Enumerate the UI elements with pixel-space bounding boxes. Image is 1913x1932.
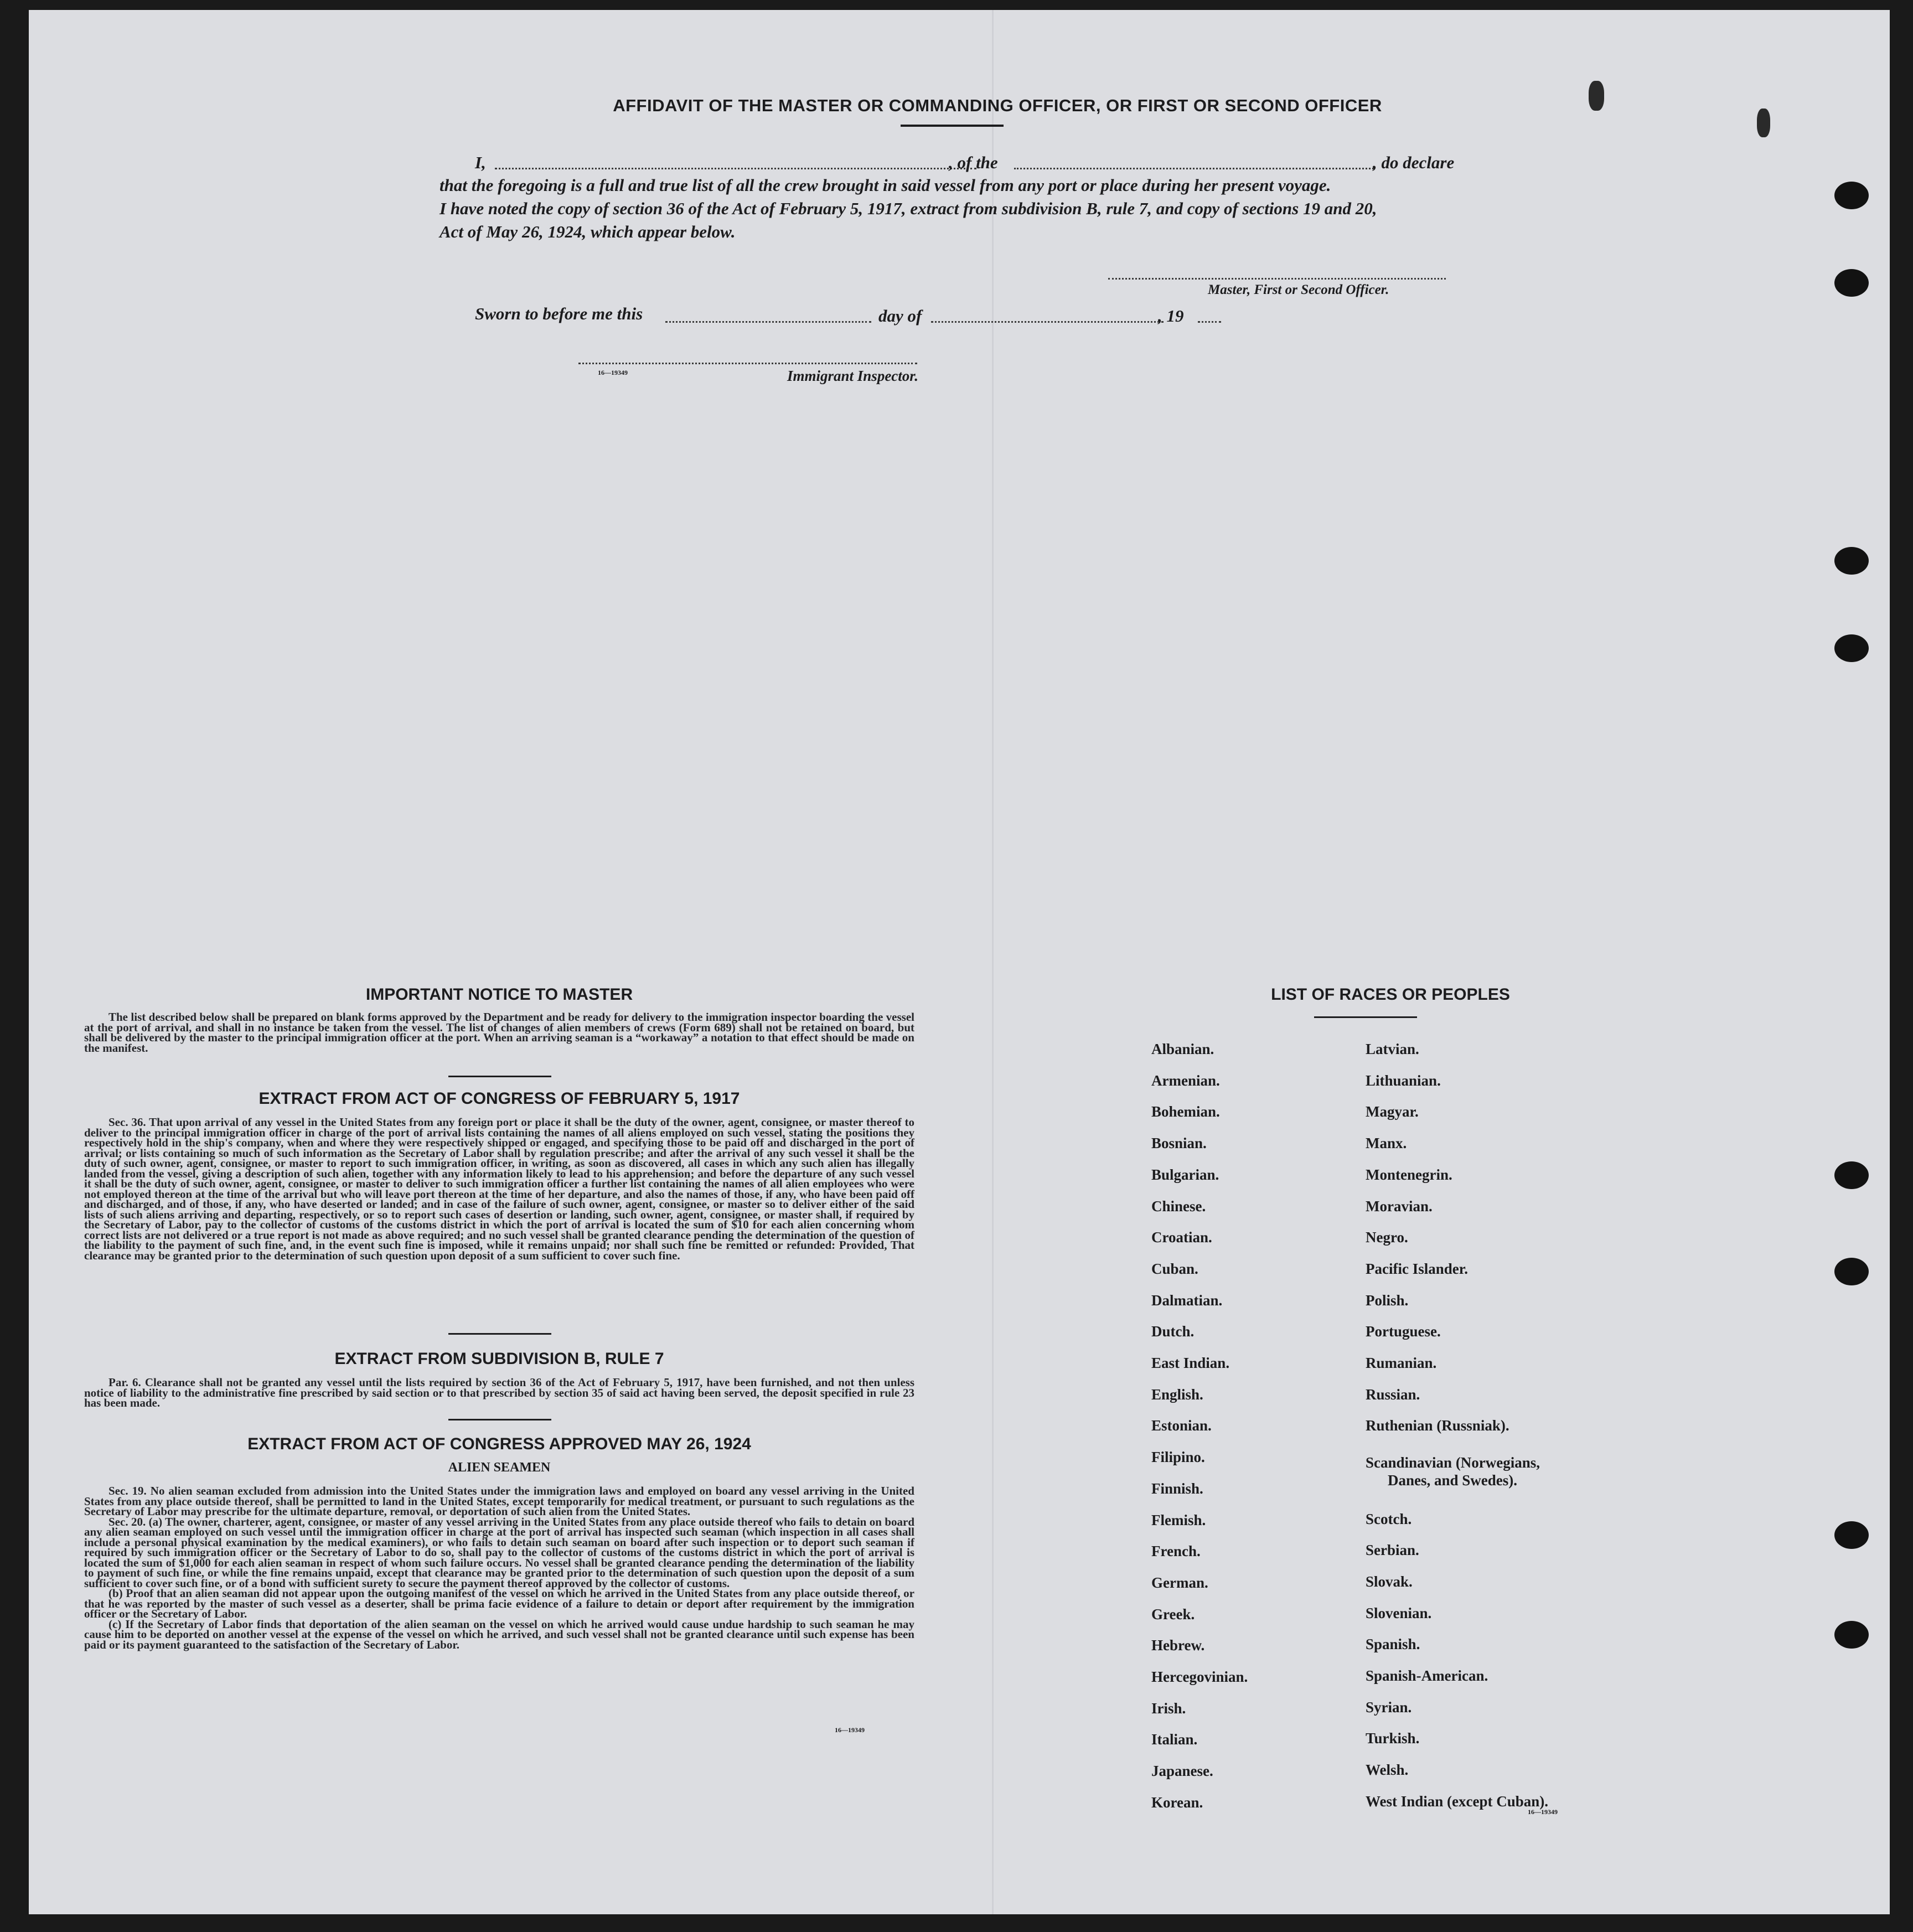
year-label: , 19: [1158, 306, 1184, 326]
name-field[interactable]: [495, 168, 976, 169]
race-item: Croatian.: [1151, 1229, 1212, 1246]
affidavit-form-number: 16—19349: [598, 369, 628, 376]
race-item: Scotch.: [1366, 1510, 1412, 1527]
race-item: Bosnian.: [1151, 1135, 1207, 1152]
ink-blot: [1589, 81, 1604, 111]
affidavit-line3: I have noted the copy of section 36 of the Act of February 5, 1917, extract from subdivision B, rule 7, and copy of sections 19 and 20,: [440, 199, 1377, 218]
race-item: Turkish.: [1366, 1730, 1420, 1747]
race-item: Spanish.: [1366, 1636, 1420, 1653]
extract-1917-title: EXTRACT FROM ACT OF CONGRESS OF FEBRUARY 5, 1917: [258, 1089, 740, 1108]
race-item: Welsh.: [1366, 1761, 1409, 1779]
race-item: Flemish.: [1151, 1511, 1206, 1528]
notice-text: The list described below shall be prepared on blank forms approved by the Department and be ready for delivery to the immigration inspector boarding the vessel at the port of arrival, and shall in no instance be taken from the vessel. The list of changes of alien members of crews (Form 689) shall not be retained on board, but shall be delivered by the master to the principal immigration officer at the port. When an arriving seaman is a “workaway” a notation to that effect should be made on the manifest.: [84, 1010, 914, 1055]
affidavit-do-declare: , do declare: [1373, 153, 1455, 172]
race-item: Portuguese.: [1366, 1323, 1441, 1340]
race-item: Filipino.: [1151, 1449, 1205, 1466]
extract-1917-text: Sec. 36. That upon arrival of any vessel in the United States from any foreign port or place it shall be the duty of the owner, agent, consignee, or master thereof to deliver to the principal immigration officer in charge of the port of arrival lists containing the names of all aliens employed on such vessel, stating the positions they respectively hold in the ship's company, when and where they were respectively shipped or engaged, and specifying those to be paid off and discharged in the port of arrival; or lists containing so much of such information as the Secretary of Labor shall by regulation prescribe; and after the arrival of any such vessel it shall be the duty of such owner, agent, consignee, or master to report to such immigration officer, in writing, as soon as discovered, all cases in which any such alien has illegally landed from the vessel, giving a description of such alien, together with any information likely to lead to his apprehension; and before the departure of any such vessel it shall be the duty of such owner, agent, consignee, or master to deliver to such immigration officer a further list containing the names of all alien employees who were not employed thereon at the time of the arrival but who will leave port thereon at the time of her departure, and also the names of those, if any, who have been paid off and discharged, and of those, if any, who have deserted or landed; and in case of the failure of such owner, agent, consignee, or master so to deliver either of the said lists of such aliens arriving and departing, respectively, or so to report such cases of desertion or landing, such owner, agent, consignee, or master shall, if required by the Secretary of Labor, pay to the collector of customs of the customs district in which the port of arrival is located the sum of $10 for each alien concerning whom correct lists are not delivered or a true report is not made as above required; and no such vessel shall be granted clearance pending the determination of the question of the liability to the payment of such fine, and, in the event such fine is imposed, while it remains unpaid; nor shall such fine be remitted or refunded: Provided, That clearance may be granted prior to the determination of such question upon deposit of a sum sufficient to cover such fine.: [84, 1115, 914, 1262]
punch-hole: [1834, 1258, 1869, 1285]
extract-1924-title: EXTRACT FROM ACT OF CONGRESS APPROVED MAY 26, 1924: [247, 1435, 751, 1453]
race-item: Korean.: [1151, 1794, 1203, 1811]
divider: [448, 1076, 551, 1077]
affidavit-of-the: , of the: [949, 153, 998, 172]
race-item: Bulgarian.: [1151, 1166, 1219, 1183]
rule7-body: [84, 1377, 914, 1408]
punch-hole: [1834, 1621, 1869, 1649]
sec20a-text: Sec. 20. (a) The owner, charterer, agent, consignee, or master of any vessel arriving in the United States from any place outside thereof who fails to detain on board any alien seaman employed on such vessel until the immigration officer in charge at the port of arrival has inspected such seaman (which inspection in all cases shall include a personal physical examination by the medical examiners), or who fails to detain such seaman on board after such inspection or to deport such seaman if required by such immigration officer or the Secretary of Labor to do so, shall pay to the collector of customs of the customs district in which the port of arrival is located the sum of $1,000 for each alien seaman in respect of whom such failure occurs. No vessel shall be granted clearance pending the determination of the liability to payment of such fine, or while the fine remains unpaid, except that clearance may be granted prior to the determination of such question upon the deposit of a sum sufficient to cover such fine, or of a bond with sufficient surety to secure the payment thereof approved by the collector of customs.: [84, 1515, 914, 1590]
punch-hole: [1834, 182, 1869, 209]
race-item: Finnish.: [1151, 1480, 1203, 1497]
race-item: Manx.: [1366, 1135, 1407, 1152]
race-item: Dutch.: [1151, 1323, 1195, 1340]
race-item: Bohemian.: [1151, 1103, 1220, 1120]
race-item: Lithuanian.: [1366, 1072, 1441, 1089]
race-item: Estonian.: [1151, 1417, 1212, 1434]
race-item: Moravian.: [1366, 1197, 1433, 1215]
affidavit-i-label: I,: [475, 153, 486, 172]
punch-hole: [1834, 1521, 1869, 1549]
race-item: Slovenian.: [1366, 1604, 1432, 1621]
race-item: Chinese.: [1151, 1197, 1206, 1215]
master-signature-label: Master, First or Second Officer.: [1208, 282, 1389, 297]
notice-body: [84, 1012, 914, 1053]
sworn-month-field[interactable]: [931, 321, 1164, 323]
punch-hole: [1834, 1161, 1869, 1189]
rule7-text: Par. 6. Clearance shall not be granted any vessel until the lists required by section 36 of the Act of February 5, 1917, have been furnished, and not then unless notice of liability to the administrative fine prescribed by said section or to that prescribed by section 35 of said act having been served, the deposit specified in rule 23 has been made.: [84, 1376, 914, 1409]
race-item: Polish.: [1366, 1292, 1409, 1309]
page-fold: [992, 10, 994, 1914]
race-item: Scandinavian (Norwegians,: [1366, 1454, 1540, 1471]
day-of-label: day of: [878, 306, 922, 326]
notice-title: IMPORTANT NOTICE TO MASTER: [365, 985, 633, 1004]
rule7-title: EXTRACT FROM SUBDIVISION B, RULE 7: [334, 1350, 664, 1368]
races-divider: [1314, 1016, 1417, 1018]
race-item: West Indian (except Cuban).: [1366, 1792, 1549, 1810]
race-item: East Indian.: [1151, 1355, 1230, 1371]
race-item: Latvian.: [1366, 1041, 1419, 1057]
alien-seamen-subtitle: ALIEN SEAMEN: [448, 1460, 551, 1475]
inspector-label: Immigrant Inspector.: [787, 368, 919, 384]
extract-form-number: 16—19349: [835, 1726, 865, 1734]
sworn-label: Sworn to before me this: [475, 304, 643, 323]
race-item: Ruthenian (Russniak).: [1366, 1417, 1509, 1434]
race-item: Albanian.: [1151, 1041, 1214, 1057]
race-item: Serbian.: [1366, 1542, 1419, 1559]
race-item: Magyar.: [1366, 1103, 1419, 1120]
race-item: English.: [1151, 1386, 1203, 1403]
affidavit-title: AFFIDAVIT OF THE MASTER OR COMMANDING OFFICER, OR FIRST OR SECOND OFFICER: [613, 96, 1382, 115]
divider: [448, 1419, 551, 1420]
document-sheet: [29, 10, 1890, 1914]
punch-hole: [1834, 634, 1869, 662]
race-item: Cuban.: [1151, 1260, 1198, 1277]
affidavit-line2: that the foregoing is a full and true list of all the crew brought in said vessel from any port or place during her present voyage.: [440, 175, 1331, 195]
vessel-field[interactable]: [1014, 168, 1374, 169]
race-item: Spanish-American.: [1366, 1667, 1488, 1684]
sworn-day-field[interactable]: [665, 321, 871, 323]
race-item: German.: [1151, 1574, 1208, 1591]
race-item: French.: [1151, 1543, 1201, 1560]
race-item: Montenegrin.: [1366, 1166, 1452, 1183]
title-rule: [901, 125, 1004, 127]
race-item: Hercegovinian.: [1151, 1668, 1248, 1685]
ink-blot: [1757, 109, 1770, 137]
races-title: LIST OF RACES OR PEOPLES: [1271, 985, 1510, 1004]
sec20b-text: (b) Proof that an alien seaman did not appear upon the outgoing manifest of the vessel on which he arrived in the United States from any place outside thereof, or that he was reported by the master of such vessel as a deserter, shall be prima facie evidence of a failure to detain or deport after requirement by the immigration officer or the Secretary of Labor.: [84, 1587, 914, 1620]
punch-hole: [1834, 269, 1869, 297]
extract-1917-body: [84, 1117, 914, 1261]
affidavit-line4: Act of May 26, 1924, which appear below.: [440, 222, 736, 241]
race-item: Hebrew.: [1151, 1637, 1205, 1654]
master-signature-line[interactable]: [1108, 278, 1446, 280]
race-item: Irish.: [1151, 1699, 1186, 1717]
sworn-year-field[interactable]: [1198, 321, 1221, 323]
race-item: Armenian.: [1151, 1072, 1220, 1089]
sec19-text: Sec. 19. No alien seaman excluded from admission into the United States under the immigration laws and employed on board any vessel arriving in the United States from any place outside thereof, shall be permitted to land in the United States, except temporarily for medical treatment, or pursuant to such regulations as the Secretary of Labor may prescribe for the ultimate departure, removal, or deportation of such alien from the United States.: [84, 1484, 914, 1518]
punch-hole: [1834, 547, 1869, 575]
race-item: Rumanian.: [1366, 1355, 1437, 1371]
divider: [448, 1333, 551, 1335]
race-item: Slovak.: [1366, 1573, 1413, 1590]
race-item: Danes, and Swedes).: [1388, 1472, 1518, 1489]
race-item: Italian.: [1151, 1731, 1198, 1748]
extract-1924-body: [84, 1486, 914, 1650]
race-item: Negro.: [1366, 1229, 1408, 1246]
race-item: Syrian.: [1366, 1698, 1412, 1716]
race-item: Greek.: [1151, 1605, 1195, 1623]
races-form-number: 16—19349: [1528, 1808, 1558, 1816]
race-item: Russian.: [1366, 1386, 1420, 1403]
sec20c-text: (c) If the Secretary of Labor finds that deportation of the alien seaman on the vessel on which he arrived would cause undue hardship to such seaman he may cause him to be deported on another vessel at the expense of the vessel on which he arrived, and such vessel shall not be granted clearance until such expense has been paid or its payment guaranteed to the satisfaction of the Secretary of Labor.: [84, 1617, 914, 1651]
race-item: Dalmatian.: [1151, 1292, 1223, 1309]
inspector-signature-line[interactable]: [578, 363, 917, 364]
race-item: Japanese.: [1151, 1763, 1213, 1780]
race-item: Pacific Islander.: [1366, 1260, 1468, 1277]
